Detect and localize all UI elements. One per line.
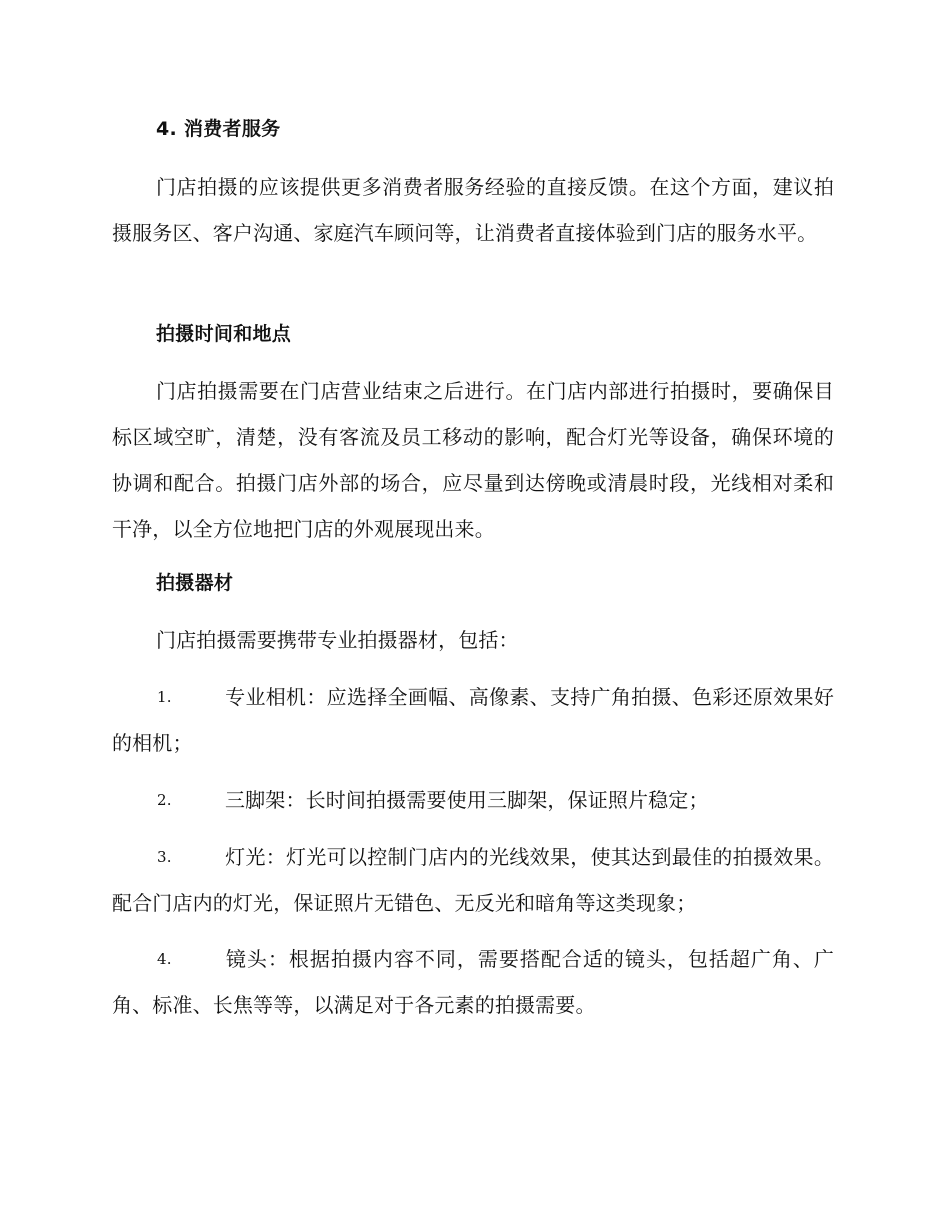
section-heading-time-location: 拍摄时间和地点 bbox=[156, 323, 292, 345]
list-item-text: 三脚架：长时间拍摄需要使用三脚架，保证照片稳定； bbox=[225, 788, 709, 812]
paragraph-equipment-intro: 门店拍摄需要携带专业拍摄器材，包括： bbox=[156, 628, 519, 652]
section-heading-consumer-service: 4. 消费者服务 bbox=[156, 118, 281, 140]
list-item bbox=[112, 936, 834, 1028]
list-item bbox=[112, 834, 834, 926]
list-item-text: 灯光：灯光可以控制门店内的光线效果，使其达到最佳的拍摄效果。配合门店内的灯光，保证照片无错色、无反光和暗角等这类现象； bbox=[112, 845, 834, 915]
paragraph-time-location: 门店拍摄需要在门店营业结束之后进行。在门店内部进行拍摄时，要确保目标区域空旷，清楚，没有客流及员工移动的影响，配合灯光等设备，确保环境的协调和配合。拍摄门店外部的场合，应尽量到达傍晚或清晨时段，光线相对柔和干净，以全方位地把门店的外观展现出来。 bbox=[112, 379, 834, 541]
paragraph-consumer-service: 门店拍摄的应该提供更多消费者服务经验的直接反馈。在这个方面，建议拍摄服务区、客户沟通、家庭汽车顾问等，让消费者直接体验到门店的服务水平。 bbox=[112, 175, 834, 245]
list-item-text: 专业相机：应选择全画幅、高像素、支持广角拍摄、色彩还原效果好的相机； bbox=[112, 685, 834, 755]
section-heading-equipment: 拍摄器材 bbox=[156, 572, 234, 594]
list-item bbox=[112, 777, 834, 823]
list-item-number: 4. bbox=[157, 950, 172, 968]
list-item bbox=[112, 674, 834, 766]
list-item-number: 3. bbox=[157, 848, 172, 866]
list-item-number: 1. bbox=[157, 688, 172, 706]
list-item-text: 镜头：根据拍摄内容不同，需要搭配合适的镜头，包括超广角、广角、标准、长焦等等，以满足对于各元素的拍摄需要。 bbox=[112, 947, 834, 1017]
list-item-number: 2. bbox=[157, 791, 172, 809]
